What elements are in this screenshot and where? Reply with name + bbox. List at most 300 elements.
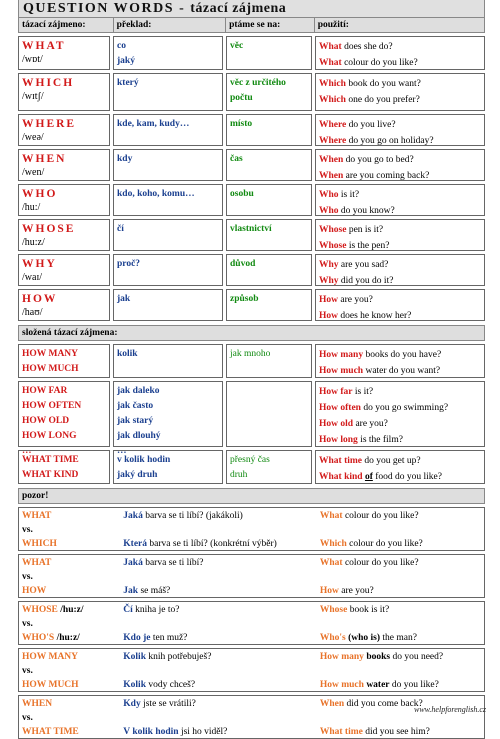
example-keyword: Who [319, 206, 339, 216]
pozor-translations [123, 508, 320, 550]
pozor-examples [320, 555, 484, 597]
pozor-czech-line [123, 603, 320, 617]
czech-keyword: Kdo je [123, 633, 151, 643]
example-bold: water [366, 680, 390, 690]
compound-translation: jak starý [117, 416, 154, 426]
question-word-list [18, 36, 485, 321]
compound-asks-cell [226, 344, 312, 378]
pozor-czech-line [123, 556, 320, 570]
example-rest: are you? [338, 586, 374, 596]
compound-translation: kolik [117, 349, 138, 359]
czech-rest: jsi ho viděl? [178, 727, 228, 737]
example-rest: is the pen? [346, 241, 390, 251]
title-separator: - [179, 1, 186, 16]
word-cell [18, 73, 110, 111]
compound-translation: jaký druh [117, 470, 158, 480]
spacer [320, 617, 484, 631]
example-rest: books do you have? [363, 350, 442, 360]
example-keyword: Where [319, 120, 347, 130]
example-keyword: How far [319, 387, 353, 397]
translation-cell [113, 114, 223, 146]
pozor-words [19, 602, 123, 644]
pozor-examples [320, 696, 484, 738]
example-sentence [319, 133, 482, 149]
example-rest: did you see him? [362, 727, 430, 737]
czech-keyword: Čí [123, 605, 133, 615]
example-keyword: What kind [319, 472, 365, 482]
example-rest: is the film? [357, 435, 403, 445]
czech-rest: barva se ti líbí? [142, 558, 204, 568]
translation: jaký [117, 56, 135, 66]
header-asks-for: ptáme se na: [226, 18, 315, 32]
asks-cell [226, 149, 312, 181]
pozor-word: WHAT TIME [22, 727, 79, 737]
example-sentence [319, 292, 482, 308]
pozor-translations [123, 649, 320, 691]
translation-cell [113, 289, 223, 321]
pozor-example-line [320, 650, 484, 664]
example-sentence [319, 92, 482, 108]
asks-cell [226, 219, 312, 251]
title-main: QUESTION WORDS [23, 1, 175, 16]
translation: kde, kam, kudy… [117, 119, 190, 129]
example-rest: are you? [338, 295, 373, 305]
translation-cell [113, 254, 223, 286]
translation-cell [113, 73, 223, 111]
example-keyword: Which [319, 95, 346, 105]
spacer [123, 523, 320, 537]
example-sentence [319, 432, 482, 448]
pozor-ipa: /hu:z/ [54, 633, 80, 643]
example-keyword: What [319, 558, 343, 568]
example-rest: colour do you like? [342, 511, 419, 521]
pozor-section-title: pozor! [18, 488, 485, 504]
pozor-word: WHAT [22, 511, 52, 521]
example-keyword: How many [319, 652, 367, 662]
compound-list [18, 344, 485, 484]
table-row [18, 149, 485, 181]
czech-keyword: Jak [123, 586, 139, 596]
czech-rest: knih potřebuješ? [145, 652, 212, 662]
example-keyword: Where [319, 136, 347, 146]
pozor-translations [123, 555, 320, 597]
compound-asks-cell [226, 381, 312, 447]
pozor-words [19, 508, 123, 550]
example-keyword: Whose [319, 225, 347, 235]
pozor-word-line [22, 509, 120, 523]
compound-row [18, 381, 485, 456]
example-rest: pen is it? [346, 225, 384, 235]
pozor-word: WHO'S [22, 633, 55, 643]
pozor-word-line [22, 603, 120, 617]
example-sentence [319, 203, 482, 219]
example-rest: are you? [353, 419, 388, 429]
spacer [320, 570, 484, 584]
example-keyword: How long [319, 435, 358, 445]
question-word: WHEN [22, 153, 67, 165]
compound-section-title: složená tázací zájmena: [18, 325, 485, 341]
example-rest: do you go swimming? [360, 403, 449, 413]
pozor-word: WHAT [22, 558, 52, 568]
example-sentence [319, 257, 482, 273]
example-rest: are you coming back? [343, 171, 430, 181]
example-rest: are you sad? [338, 260, 389, 270]
pozor-example-line [320, 725, 484, 739]
pozor-box [18, 507, 485, 551]
compound-word: HOW LONG [22, 431, 77, 441]
pozor-ipa: /hu:z/ [57, 605, 84, 615]
pozor-example-line [320, 631, 484, 645]
ipa-transcription: /weə/ [22, 132, 44, 143]
example-keyword: Why [319, 260, 339, 270]
pozor-word-line [22, 678, 120, 692]
czech-keyword: Která [123, 539, 148, 549]
pozor-words [19, 696, 123, 738]
example-keyword: Why [319, 276, 339, 286]
word-cell [18, 254, 110, 286]
example-keyword: How [319, 311, 338, 321]
pozor-czech-line [123, 537, 320, 551]
czech-rest: vody chceš? [145, 680, 196, 690]
compound-translation: jak dlouhý [117, 431, 161, 441]
asks-for: osobu [230, 189, 254, 199]
translation-cell [113, 219, 223, 251]
example-sentence [319, 76, 482, 92]
compound-translation-cell [113, 344, 223, 378]
page-title [18, 0, 485, 18]
example-rest: do you need? [390, 652, 444, 662]
question-word: WHICH [22, 77, 75, 89]
compound-translation: … [117, 446, 127, 456]
spacer [123, 711, 320, 725]
translation: čí [117, 224, 124, 234]
footer-url: www.helpforenglish.cz [414, 705, 486, 714]
compound-row [18, 450, 485, 484]
example-sentence [319, 152, 482, 168]
pozor-example-line [320, 603, 484, 617]
example-rest: does he know her? [338, 311, 412, 321]
asks-for: čas [230, 154, 243, 164]
translation-cell [113, 184, 223, 216]
example-sentence [319, 363, 482, 379]
example-rest: colour do you like? [346, 539, 423, 549]
vs-label: vs. [22, 666, 33, 676]
example-sentence [319, 400, 482, 416]
example-keyword: Which [319, 79, 346, 89]
translation: proč? [117, 259, 141, 269]
example-sentence [319, 308, 482, 324]
example-rest: do you go to bed? [343, 155, 414, 165]
title-sub: tázací zájmena [190, 1, 287, 16]
compound-word: WHAT TIME [22, 455, 79, 465]
example-keyword: When [319, 171, 344, 181]
czech-rest: kniha je to? [132, 605, 180, 615]
compound-row [18, 344, 485, 378]
usage-cell [315, 114, 485, 146]
question-word: WHOSE [22, 223, 76, 235]
vs-label: vs. [22, 619, 33, 629]
pozor-box [18, 648, 485, 692]
compound-asks: jak mnoho [230, 349, 271, 359]
compound-translation: jak daleko [117, 386, 160, 396]
example-sentence [319, 273, 482, 289]
example-sentence [319, 469, 482, 485]
example-sentence [319, 168, 482, 184]
example-sentence [319, 347, 482, 363]
word-cell [18, 289, 110, 321]
czech-rest: barva se ti líbí? (jakákoli) [142, 511, 243, 521]
example-rest: colour do you like? [341, 58, 418, 68]
vs-label: vs. [22, 713, 33, 723]
compound-usage-cell [315, 381, 485, 447]
pozor-word-line [22, 584, 120, 598]
pozor-words [19, 649, 123, 691]
ipa-transcription: /hu:z/ [22, 237, 45, 248]
header-translation: překlad: [114, 18, 227, 32]
example-rest: one do you prefer? [345, 95, 420, 105]
ipa-transcription: /wɪtʃ/ [22, 91, 44, 102]
compound-translation-cell [113, 450, 223, 484]
asks-cell [226, 36, 312, 70]
spacer [123, 570, 320, 584]
example-rest: water do you want? [363, 366, 441, 376]
example-bold: (who is) [345, 633, 381, 643]
compound-word: … [22, 446, 32, 456]
compound-usage-cell [315, 450, 485, 484]
example-keyword: What [319, 511, 343, 521]
czech-keyword: Kolik [123, 652, 146, 662]
compound-asks: přesný čas [230, 455, 270, 465]
pozor-czech-line [123, 697, 320, 711]
translation: kdy [117, 154, 133, 164]
usage-cell [315, 219, 485, 251]
usage-cell [315, 184, 485, 216]
example-sentence [319, 55, 482, 71]
usage-cell [315, 149, 485, 181]
example-bold: books [366, 652, 391, 662]
table-row [18, 184, 485, 216]
compound-translation: v kolik hodin [117, 455, 171, 465]
example-keyword: Whose [319, 241, 347, 251]
example-rest: did you come back? [344, 699, 423, 709]
example-rest: does she do? [341, 42, 393, 52]
example-sentence [319, 416, 482, 432]
example-keyword: Whose [319, 605, 348, 615]
pozor-czech-line [123, 509, 320, 523]
example-keyword: What [319, 42, 342, 52]
example-rest: colour do you like? [342, 558, 419, 568]
pozor-czech-line [123, 631, 320, 645]
pozor-word-line [22, 725, 120, 739]
asks-for: způsob [230, 294, 259, 304]
pozor-example-line [320, 678, 484, 692]
header-pronoun: tázací zájmeno: [19, 18, 114, 32]
ipa-transcription: /haʊ/ [22, 307, 43, 318]
spacer [123, 617, 320, 631]
compound-word: HOW OFTEN [22, 401, 82, 411]
translation: jak [117, 294, 131, 304]
word-cell [18, 36, 110, 70]
example-rest: do you know? [338, 206, 395, 216]
table-row [18, 219, 485, 251]
compound-word-cell [18, 344, 110, 378]
compound-word-cell [18, 381, 110, 456]
asks-cell [226, 184, 312, 216]
question-word: WHO [22, 188, 58, 200]
ipa-transcription: /hu:/ [22, 202, 41, 213]
example-keyword: When [319, 155, 344, 165]
vs-label: vs. [22, 572, 33, 582]
compound-word: HOW FAR [22, 386, 68, 396]
spacer [123, 664, 320, 678]
asks-for: vlastnictví [230, 224, 272, 234]
translation: kdo, koho, komu… [117, 189, 195, 199]
pozor-word: WHEN [22, 699, 53, 709]
example-sentence [319, 117, 482, 133]
czech-rest: ten muž? [150, 633, 188, 643]
header-usage: použití: [317, 20, 349, 30]
spacer [320, 664, 484, 678]
pozor-example-line [320, 537, 484, 551]
example-rest: do you get up? [362, 456, 421, 466]
pozor-word: HOW MANY [22, 652, 79, 662]
example-keyword: How old [319, 419, 354, 429]
example-keyword: How many [319, 350, 364, 360]
asks-cell [226, 254, 312, 286]
example-keyword: What time [319, 727, 363, 737]
czech-keyword: Jaká [123, 511, 143, 521]
translation-cell [113, 36, 223, 70]
pozor-word-line [22, 537, 120, 551]
table-row [18, 254, 485, 286]
pozor-examples [320, 508, 484, 550]
asks-for: počtu [230, 93, 253, 103]
example-keyword: When [319, 699, 345, 709]
ipa-transcription: /wɒt/ [22, 54, 43, 65]
pozor-word: HOW [22, 586, 47, 596]
table-row [18, 73, 485, 111]
asks-for: místo [230, 119, 253, 129]
czech-keyword: Kolik [123, 680, 146, 690]
vs-label: vs. [22, 525, 33, 535]
example-keyword: How much [319, 366, 364, 376]
translation: který [117, 78, 139, 88]
pozor-example-line [320, 584, 484, 598]
pozor-word-line [22, 556, 120, 570]
czech-rest: jste se vrátili? [140, 699, 196, 709]
czech-rest: se máš? [138, 586, 171, 596]
example-keyword: Which [319, 539, 347, 549]
word-cell [18, 219, 110, 251]
czech-keyword: V kolik hodin [123, 727, 179, 737]
pozor-box [18, 554, 485, 598]
table-row [18, 289, 485, 321]
example-rest: is it? [352, 387, 374, 397]
czech-keyword: Kdy [123, 699, 141, 709]
asks-cell [226, 73, 312, 111]
usage-cell [315, 36, 485, 70]
example-rest: is it? [338, 190, 360, 200]
pozor-words [19, 555, 123, 597]
asks-for: věc z určitého [230, 78, 286, 88]
ipa-transcription: /wen/ [22, 167, 45, 178]
compound-translation-cell [113, 381, 223, 456]
example-keyword: How [319, 295, 338, 305]
czech-rest: barva se ti líbí? (konkrétní výběr) [147, 539, 277, 549]
worksheet [18, 0, 485, 739]
pozor-word-line [22, 697, 120, 711]
asks-for: důvod [230, 259, 256, 269]
example-sentence [319, 453, 482, 469]
example-rest: the man? [380, 633, 417, 643]
example-keyword: Who [319, 190, 339, 200]
example-keyword: How often [319, 403, 361, 413]
pozor-czech-line [123, 650, 320, 664]
pozor-examples [320, 602, 484, 644]
czech-keyword: Jaká [123, 558, 143, 568]
example-keyword: How much [319, 680, 367, 690]
compound-usage-cell [315, 344, 485, 378]
example-sentence [319, 238, 482, 254]
pozor-czech-line [123, 678, 320, 692]
compound-word: HOW OLD [22, 416, 70, 426]
question-word: HOW [22, 293, 58, 305]
example-rest: food do you like? [372, 472, 442, 482]
example-keyword: Who's [319, 633, 346, 643]
word-cell [18, 114, 110, 146]
table-row [18, 114, 485, 146]
translation: co [117, 41, 126, 51]
pozor-translations [123, 602, 320, 644]
compound-asks-cell [226, 450, 312, 484]
pozor-translations [123, 696, 320, 738]
pozor-word: HOW MUCH [22, 680, 79, 690]
compound-word-cell [18, 450, 110, 484]
word-cell [18, 184, 110, 216]
translation-cell [113, 149, 223, 181]
example-sentence [319, 39, 482, 55]
pozor-czech-line [123, 584, 320, 598]
pozor-example-line [320, 509, 484, 523]
compound-translation: jak často [117, 401, 154, 411]
table-header [18, 18, 485, 33]
question-word: WHY [22, 258, 57, 270]
asks-for: věc [230, 41, 244, 51]
example-rest: do you like? [389, 680, 439, 690]
example-underlined: of [364, 472, 373, 482]
pozor-word-line [22, 650, 120, 664]
example-keyword: What [319, 58, 342, 68]
compound-word: HOW MUCH [22, 364, 79, 374]
spacer [320, 523, 484, 537]
ipa-transcription: /waɪ/ [22, 272, 42, 283]
example-rest: book is it? [347, 605, 390, 615]
example-rest: do you live? [346, 120, 396, 130]
example-keyword: How [319, 586, 339, 596]
pozor-word: WHICH [22, 539, 57, 549]
pozor-word-line [22, 631, 120, 645]
usage-cell [315, 289, 485, 321]
asks-cell [226, 114, 312, 146]
word-cell [18, 149, 110, 181]
pozor-example-line [320, 556, 484, 570]
pozor-box [18, 601, 485, 645]
asks-cell [226, 289, 312, 321]
example-keyword: What time [319, 456, 363, 466]
example-rest: do you go on holiday? [346, 136, 434, 146]
example-sentence [319, 384, 482, 400]
pozor-examples [320, 649, 484, 691]
